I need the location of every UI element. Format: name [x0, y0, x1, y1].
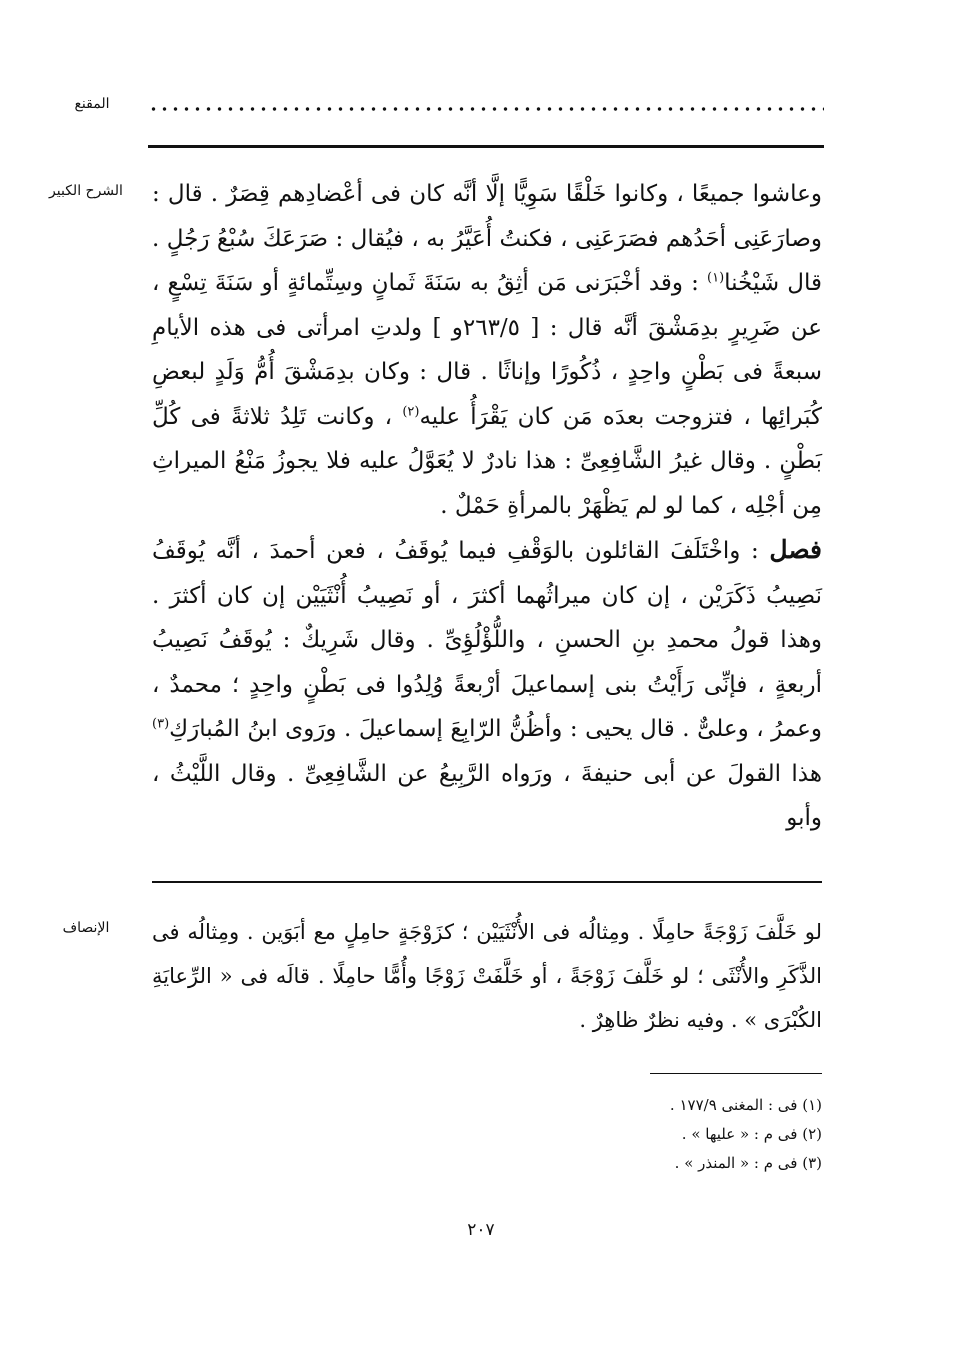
section-label-sharh: الشرح الكبير — [49, 183, 123, 199]
footnote-1: (١) فى : المغنى ١٧٧/٩ . — [669, 1096, 822, 1114]
fasl-heading: فصل — [769, 535, 822, 564]
sharh-text — [152, 172, 822, 841]
header-rule — [148, 145, 824, 148]
section-label-insaf: الإنصاف — [62, 920, 110, 936]
sharh-paragraph-2: فصل : واخْتَلَفَ القائلون بالوَقْفِ فيما يُوقَفُ ، فعن أحمدَ ، أنَّه يُوقَفُ نَصِيبُ ذَكَرَيْن ، إن كان ميراثُهما أكثرَ ، أو نَصِيبُ أُنْثَيَيْن إن كان أكثرَ . وهذا قولُ محمدِ بنِ الحسنِ ، واللُّؤْلُؤِىِّ . وقال شَرِيكٌ : يُوقَفُ نَصِيبُ أربعةٍ ، فإنِّى رَأَيْتُ بنى إسماعيلَ أرْبعةً وُلِدُوا فى بَطْنٍ واحِدٍ ؛ محمدٌ ، وعمرُ ، وعلىٌّ . قال يحيى : وأظُنُّ الرّابِعَ إسماعيلَ . ورَوى ابنُ المُبارَكِ$^{(٣)}$ هذا القولَ عن أبى حنيفةَ ، ورَواه الرَّبِيعُ عن الشَّافِعِىِّ . وقال اللَّيْثُ ، وأبو — [152, 535, 822, 831]
footnote-2: (٢) فى م : « عليها » . — [681, 1125, 822, 1143]
sharh-paragraph-1: وعاشوا جميعًا ، وكانوا خَلْقًا سَوِيًّا إلَّا أنَّه كان فى أعْضادِهم قِصَرٌ . قال : وصارَعَنِى أحَدُهم فصَرَعَنِى ، فكنتُ أُعَيَّرُ به ، فيُقال : صَرَعَكَ سُبْعُ رَجُلٍ . قال شَيْخُنا$^{(١)}$ : وقد أخْبَرَنى مَن أثِقُ به سَنَةَ ثَمانٍ وسِتِّمائةٍ أو سَنَةَ تِسْعٍ ، عن ضَرِيرٍ بدِمَشْقَ أنَّه قال : [ ٢٦٣/٥و ] ولدتِ امرأتى فى هذه الأيامِ سبعةً فى بَطْنٍ واحِدٍ ، ذُكُورًا وإناثًا . قال : وكان بدِمَشْقَ أُمُّ وَلَدٍ لبعضِ كُبَرائِها ، فتزوجت بعدَه مَن كان يَقْرَأُ عليه$^{(٢)}$ ، وكانت تَلِدُ ثلاثةً فى كُلِّ بَطْنٍ . وقال غيرُ الشَّافِعِىِّ : هذا نادرٌ لا يُعَوَّلُ عليه فلا يجوزُ مَنْعُ الميراثِ مِن أجْلِه ، كما لو لم يَظْهَرْ بالمرأةِ حَمْلٌ . — [152, 181, 823, 519]
section-divider — [152, 881, 822, 883]
footnote-ref-1[interactable]: (١) — [707, 270, 725, 286]
footnote-rule — [650, 1073, 822, 1074]
footnote-ref-2[interactable]: (٢) — [402, 403, 420, 419]
running-header-title: المقنع — [74, 96, 110, 112]
footnote-ref-3[interactable]: (٣) — [152, 716, 170, 732]
page-number: ٢٠٧ — [467, 1220, 495, 1240]
footnotes — [452, 1091, 822, 1178]
footnote-3: (٣) فى م : « المنذر » . — [674, 1154, 822, 1172]
insaf-paragraph: لو خَلَّفَ زَوْجَةً حامِلًا . ومِثالُه فى الأُنْثَيَيْن ؛ كزَوْجَةٍ حامِلٍ مع أبَوَين . ومِثالُه فى الذَّكَرِ والأُنْثَى ؛ لو خَلَّفَ زَوْجَةً ، أو خَلَّفَتْ زَوْجًا وأُمًّا حامِلًا . قالَه فى « الرِّعايَةِ الكُبْرَى » . وفيه نظرٌ ظاهِرٌ . — [152, 920, 822, 1032]
header-dotted-leader — [148, 102, 824, 116]
insaf-text — [152, 910, 822, 1042]
